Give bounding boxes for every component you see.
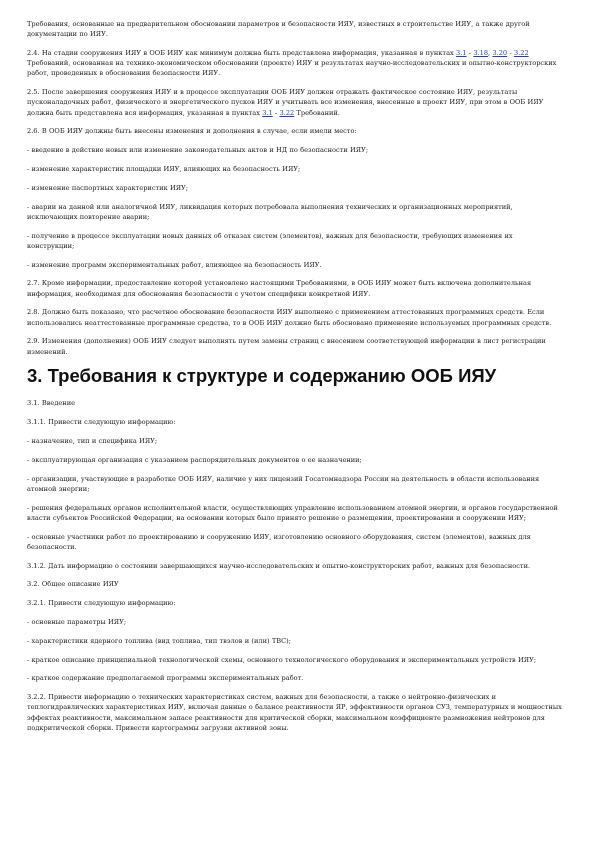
paragraph xyxy=(27,48,562,79)
paragraph xyxy=(27,436,562,446)
paragraph-text: - xyxy=(466,49,474,57)
paragraph xyxy=(27,231,562,251)
paragraph-text: - решения федеральных органов исполнительной власти, осуществляющих управление использованием атомной энергии, и органов государственной власти субъектов Российской Федерации, на основании которых было принято решение о размещении, проектировании и сооружении ИЯУ; xyxy=(27,503,558,522)
paragraph xyxy=(27,336,562,356)
paragraph xyxy=(27,417,562,427)
paragraph xyxy=(27,126,562,136)
paragraph-text: Требования, основанные на предварительном обосновании параметров и безопасности ИЯУ, известных в строительстве ИЯУ, а также другой документации по ИЯУ. xyxy=(27,20,530,39)
paragraph-text: 2.7. Кроме информации, предоставление которой установлено настоящими Требованиями, в ООБ ИЯУ может быть включена дополнительная информация, необходимая для обоснования безопасности с учетом специфики конкретной ИЯУ. xyxy=(27,279,532,298)
paragraph-text: - изменение программ экспериментальных работ, влияющее на безопасность ИЯУ. xyxy=(27,260,322,269)
section-heading: 3. Требования к структуре и содержанию ООБ ИЯУ xyxy=(27,365,497,387)
paragraph-text: 2.5. После завершения сооружения ИЯУ и в процессе эксплуатации ООБ ИЯУ должен отражать фактическое состояние ИЯУ, результаты пусконаладочных работ, физического и энергетического пусков ИЯУ и учитывать все изменения, внесенные в проект ИЯУ, при этом в ООБ ИЯУ должна быть представлена вся информация, указанная в пунктах xyxy=(27,88,544,117)
clause-link[interactable]: 3.22 xyxy=(279,108,295,117)
paragraph-text: Требований. xyxy=(294,108,340,117)
paragraph-text: 2.9. Изменения (дополнения) ООБ ИЯУ следует выполнять путем замены страниц с внесением соответствующей информации в лист регистрации изменений. xyxy=(27,337,546,356)
paragraph-text: 3.2.2. Привести информацию о технических характеристиках систем, важных для безопасности, а также о нейтронно-физических и теплогидравлических характеристиках ИЯУ, включая данные о балансе реактивности ЯР, эффективности органов СУЗ, температурных и мощностных эффектах реактивности, максимальном запасе реактивности для критической сборки, максимальном коэффициенте размножения нейтронов для подкритической сборки. Привести картограммы загрузки активной зоны. xyxy=(27,693,562,732)
paragraph xyxy=(27,260,562,270)
clause-link[interactable]: 3.20 xyxy=(492,49,508,57)
paragraph xyxy=(27,655,562,665)
paragraph xyxy=(27,561,562,571)
paragraph xyxy=(27,183,562,193)
paragraph xyxy=(27,19,562,39)
paragraph xyxy=(27,307,562,327)
paragraph-text: - характеристики ядерного топлива (вид топлива, тип твэлов и (или) ТВС); xyxy=(27,636,291,645)
paragraph-text: Требований, основанная на технико-экономическом обосновании (проекте) ИЯУ и результатах научно-исследовательских и опытно-конструкторских работ, проведенных в обосновании безопасности ИЯУ. xyxy=(27,59,557,78)
paragraph-text: 3.1. Введение xyxy=(27,399,75,408)
paragraph xyxy=(27,278,562,298)
paragraph xyxy=(27,398,562,408)
section-2-continued xyxy=(27,19,562,357)
paragraph xyxy=(27,579,562,589)
paragraph xyxy=(27,145,562,155)
paragraph-text: - изменение характеристик площадки ИЯУ, влияющих на безопасность ИЯУ; xyxy=(27,165,301,173)
clause-link[interactable]: 3.18 xyxy=(473,49,489,57)
paragraph-text: - основные участники работ по проектированию и сооружению ИЯУ, изготовлению основного оборудования, систем (элементов), важных для безопасности. xyxy=(27,532,531,551)
paragraph-text: - xyxy=(507,49,514,57)
paragraph-text: 3.1.2. Дать информацию о состоянии завершающихся научно-исследовательских и опытно-конструкторских работ, важных для безопасности. xyxy=(27,561,531,570)
paragraph-text: - аварии на данной или аналогичной ИЯУ, ликвидация которых потребовала выполнения технических и организационных мероприятий, исключающих повторение аварии; xyxy=(27,202,513,221)
clause-link[interactable]: 3.22 xyxy=(513,49,529,57)
paragraph-text: , xyxy=(488,49,493,57)
paragraph-text: - получение в процессе эксплуатации новых данных об отказах систем (элементов), важных для безопасности, требующих изменения их конструкции; xyxy=(27,231,513,250)
paragraph xyxy=(27,164,562,174)
paragraph xyxy=(27,692,562,733)
paragraph-text: 3.2. Общее описание ИЯУ xyxy=(27,580,119,589)
paragraph-text: - изменение паспортных характеристик ИЯУ; xyxy=(27,183,189,192)
paragraph-text: - введение в действие новых или изменение законодательных актов и НД по безопасности ИЯУ; xyxy=(27,146,369,155)
paragraph xyxy=(27,617,562,627)
paragraph-text: - организации, участвующие в разработке ООБ ИЯУ, наличие у них лицензий Госатомнадзора России на деятельность в области использования атомной энергии; xyxy=(27,474,540,493)
paragraph xyxy=(27,636,562,646)
paragraph xyxy=(27,87,562,118)
paragraph xyxy=(27,673,562,683)
paragraph-text: 2.8. Должно быть показано, что расчетное обоснование безопасности ИЯУ выполнено с применением аттестованных программных средств. Если использовались неаттестованные программные средства, то в ООБ ИЯУ должно быть обосновано применение используемых программных средств. xyxy=(27,308,552,327)
paragraph-text: - краткое описание принципиальной технологической схемы, основного технологического оборудования и экспериментальных устройств ИЯУ; xyxy=(27,655,537,664)
paragraph xyxy=(27,598,562,608)
section-3 xyxy=(27,398,562,733)
clause-link[interactable]: 3.1 xyxy=(456,49,467,57)
paragraph-text: - назначение, тип и специфика ИЯУ; xyxy=(27,436,158,445)
paragraph xyxy=(27,202,562,222)
paragraph-text: - эксплуатирующая организация с указанием распорядительных документов о ее назначении; xyxy=(27,455,362,464)
paragraph-text: 2.4. На стадии сооружения ИЯУ в ООБ ИЯУ как минимум должна быть представлена информация, указанная в пунктах xyxy=(27,49,457,57)
paragraph xyxy=(27,455,562,465)
paragraph-text: 3.1.1. Привести следующую информацию: xyxy=(27,418,176,427)
paragraph xyxy=(27,474,562,494)
paragraph-text: - основные параметры ИЯУ; xyxy=(27,617,127,626)
paragraph-text: 2.6. В ООБ ИЯУ должны быть внесены изменения и дополнения в случае, если имели место: xyxy=(27,127,357,136)
paragraph-text: - xyxy=(272,108,280,117)
clause-link[interactable]: 3.1 xyxy=(262,108,273,117)
paragraph-text: 3.2.1. Привести следующую информацию: xyxy=(27,599,176,608)
paragraph-text: - краткое содержание предполагаемой программы экспериментальных работ. xyxy=(27,674,304,683)
paragraph xyxy=(27,503,562,523)
paragraph xyxy=(27,532,562,552)
